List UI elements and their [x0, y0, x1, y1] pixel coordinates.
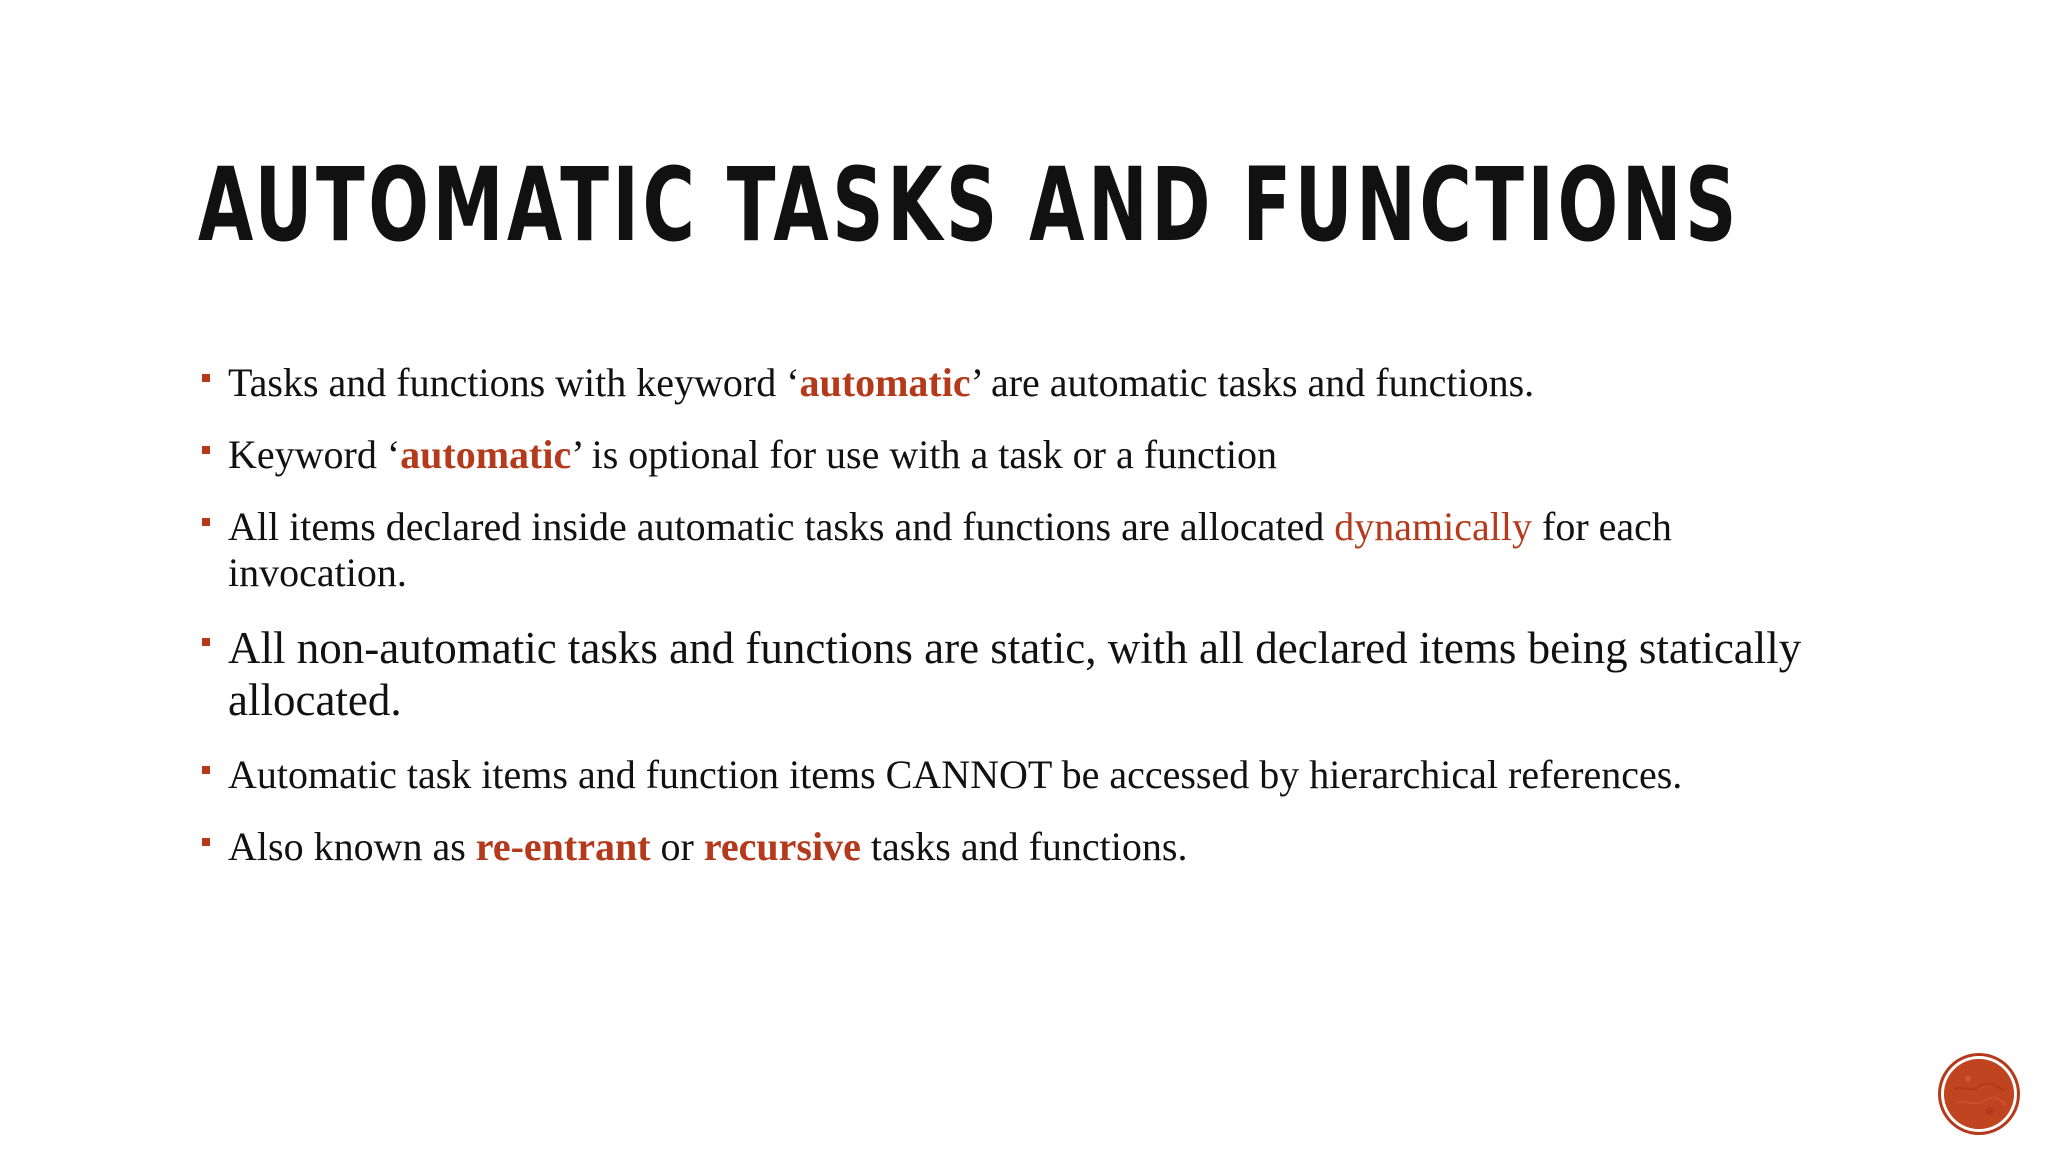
bullet-text: Tasks and functions with keyword ‘: [228, 360, 800, 405]
bullet-marker: [202, 518, 210, 526]
slide-nav-button[interactable]: [1944, 1059, 2014, 1129]
bullet-text: or: [650, 824, 704, 869]
bullet-text: Automatic task items and function items CANNOT be accessed by hierarchical references.: [228, 752, 1683, 797]
bullet-text: All non-automatic tasks and functions are static, with all declared items being statically allocated.: [228, 623, 1802, 725]
bullet-text: ’ are automatic tasks and functions.: [970, 360, 1535, 405]
bullet-list: [198, 360, 1858, 896]
accent-text: dynamically: [1334, 504, 1533, 549]
keyword-emphasis: recursive: [703, 824, 861, 869]
bullet-item: [198, 752, 1858, 798]
bullet-item: [198, 432, 1858, 478]
slide-title: AUTOMATIC TASKS AND FUNCTIONS: [198, 146, 1740, 265]
keyword-emphasis: automatic: [799, 360, 971, 405]
bullet-text: ’ is optional for use with a task or a function: [571, 432, 1278, 477]
bullet-text: for each invocation.: [228, 504, 1672, 595]
bullet-item: [198, 824, 1858, 870]
bullet-marker: [202, 638, 210, 646]
bullet-text: Also known as: [228, 824, 476, 869]
circle-button-icon: [1944, 1059, 2014, 1129]
bullet-item: [198, 360, 1858, 406]
bullet-text: All items declared inside automatic tasks and functions are allocated: [228, 504, 1335, 549]
bullet-marker: [202, 766, 210, 774]
keyword-emphasis: re-entrant: [475, 824, 651, 869]
bullet-text: Keyword ‘: [228, 432, 401, 477]
bullet-marker: [202, 838, 210, 846]
bullet-text: tasks and functions.: [860, 824, 1188, 869]
bullet-marker: [202, 374, 210, 382]
bullet-item: [198, 504, 1858, 596]
bullet-item: [198, 622, 1858, 726]
bullet-marker: [202, 446, 210, 454]
keyword-emphasis: automatic: [400, 432, 572, 477]
